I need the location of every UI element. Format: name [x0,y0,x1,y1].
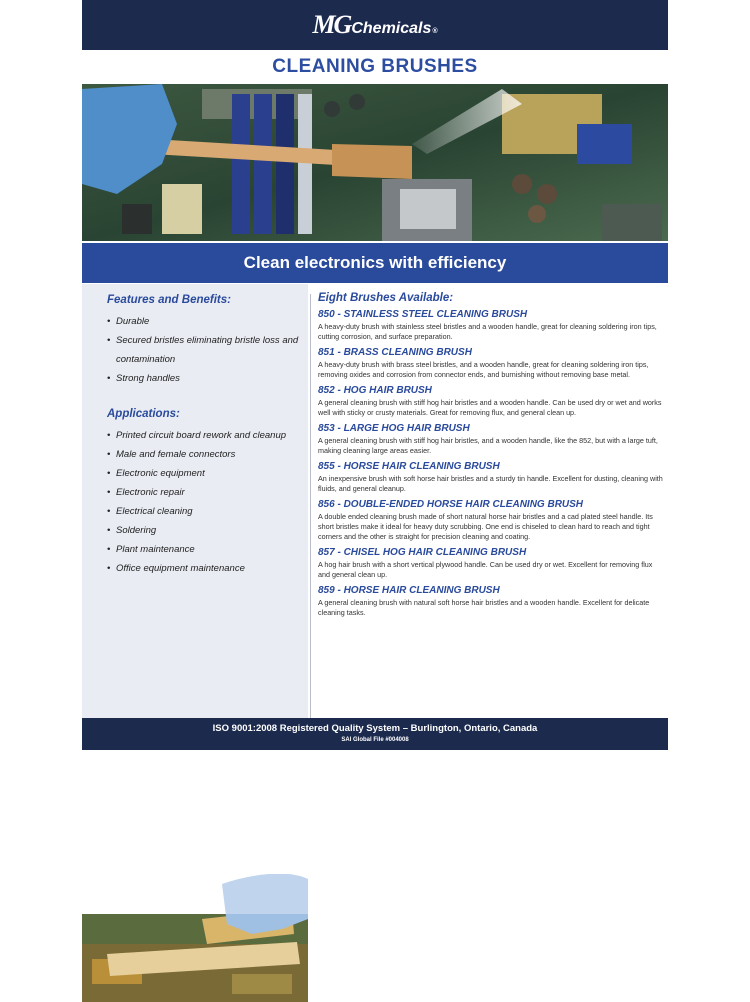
column-divider [310,294,311,718]
mg-chemicals-logo [312,10,437,40]
logo-mg: MG [312,10,351,39]
brush-desc: A general cleaning brush with stiff hog hair bristles, and a wooden handle, like the 852, but with a large tuft, making cleaning large areas easier. [318,436,658,455]
left-panel [82,284,308,718]
brush-name: 850 - STAINLESS STEEL CLEANING BRUSH [318,309,528,320]
header-bar [82,0,668,50]
brush-name: 853 - LARGE HOG HAIR BRUSH [318,423,470,434]
features-list [107,312,307,388]
application-item: • Electronic equipment [107,464,307,483]
right-panel [318,292,664,622]
brush-on-pcb-photo [82,874,308,1002]
brush-item [318,422,664,456]
application-item: • Electrical cleaning [107,502,307,521]
brush-name: 859 - HORSE HAIR CLEANING BRUSH [318,585,500,596]
application-item: • Plant maintenance [107,540,307,559]
application-item: • Soldering [107,521,307,540]
flyer-page [82,0,668,750]
applications-title: Applications: [107,408,180,420]
tagline-banner: Clean electronics with efficiency [82,243,668,283]
application-item: • Male and female connectors [107,445,307,464]
brush-name: 852 - HOG HAIR BRUSH [318,385,432,396]
brush-desc: A general cleaning brush with natural soft horse hair bristles and a wooden handle. Excellent for delicate cleaning tasks. [318,598,650,617]
application-item: • Office equipment maintenance [107,559,307,578]
features-title: Features and Benefits: [107,294,231,306]
brush-desc: A hog hair brush with a short vertical plywood handle. Can be used dry or wet. Excellent for removing flux and general clean up. [318,560,653,579]
logo-chemicals: Chemicals [351,20,432,37]
brushes-title: Eight Brushes Available: [318,292,454,304]
feature-item: • Durable [107,312,307,331]
brush-desc: A double ended cleaning brush made of short natural horse hair bristles and a cad plated steel handle. Its short bristles make it ideal for heavy duty scrubbing. One end is chiseled to clean hard to reach and tight corners and the other is straight for precision cleaning and coating. [318,512,653,541]
brush-item [318,384,664,418]
brush-item [318,584,664,618]
feature-item: • Secured bristles eliminating bristle loss and contamination [107,331,307,369]
brush-desc: A heavy-duty brush with brass steel bristles, and a wooden handle, great for cleaning soldering iron tips, removing oxides and corrosion from connector ends, and burnishing without removing base metal. [318,360,649,379]
page-title: CLEANING BRUSHES [272,56,478,77]
brush-name: 851 - BRASS CLEANING BRUSH [318,347,472,358]
application-item: • Electronic repair [107,483,307,502]
brush-desc: A general cleaning brush with stiff hog hair bristles and a wooden handle. Can be used dry or wet and works well with sticky or crusty materials. Great for removing flux, and general clean up. [318,398,662,417]
brush-item [318,308,664,342]
logo-registered-mark: ® [432,28,438,35]
brush-item [318,460,664,494]
brush-desc: A heavy-duty brush with stainless steel bristles and a wooden handle, great for cleaning soldering iron tips, cutting corrosion, and surface preparation. [318,322,657,341]
brush-name: 855 - HORSE HAIR CLEANING BRUSH [318,461,500,472]
brush-item [318,346,664,380]
applications-list [107,426,307,578]
brush-item [318,546,664,580]
footer-bar [82,718,668,750]
application-item: • Printed circuit board rework and cleanup [107,426,307,445]
brush-name: 857 - CHISEL HOG HAIR CLEANING BRUSH [318,547,527,558]
footer-quality-line: ISO 9001:2008 Registered Quality System – Burlington, Ontario, Canada [212,723,538,734]
brush-item [318,498,664,542]
brush-desc: An inexpensive brush with soft horse hair bristles and a sturdy tin handle. Excellent for dusting, cleaning with fluids, and general cleanup. [318,474,663,493]
footer-file-line: SAI Global File #004008 [341,737,409,743]
motherboard-photo [82,84,668,241]
brush-name: 856 - DOUBLE-ENDED HORSE HAIR CLEANING BRUSH [318,499,584,510]
feature-item: • Strong handles [107,369,307,388]
